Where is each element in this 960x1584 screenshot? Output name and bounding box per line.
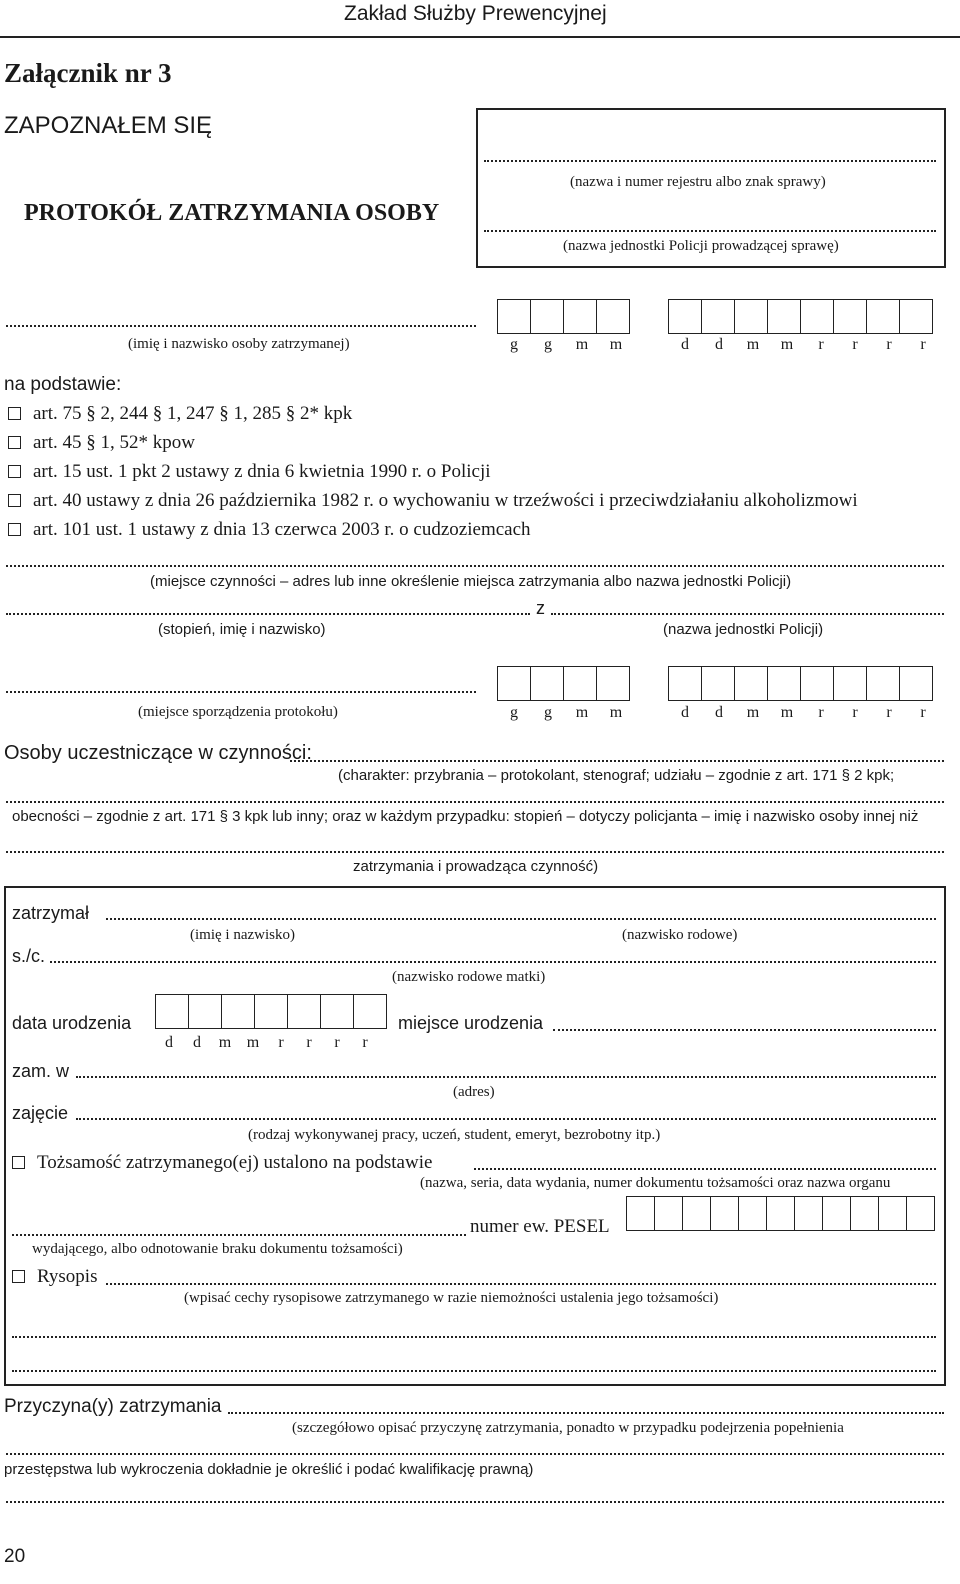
- pesel-box[interactable]: [879, 1197, 907, 1230]
- participants-caption-2: obecności – zgodnie z art. 171 § 3 kpk lub inny; oraz w każdym przypadku: stopień – dotyczy policjanta – imię i nazwisko osoby innej niż: [12, 808, 919, 825]
- case-number-field[interactable]: [484, 160, 936, 162]
- date-label: m: [780, 704, 794, 721]
- protocol-place-caption: (miejsce sporządzenia protokołu): [138, 704, 338, 720]
- date-label: r: [334, 1034, 340, 1051]
- participants-field-3[interactable]: [6, 851, 944, 853]
- police-unit-field[interactable]: [484, 230, 936, 232]
- time-box[interactable]: [597, 300, 630, 333]
- description-field-2[interactable]: [12, 1336, 936, 1338]
- time-label: g: [510, 336, 518, 353]
- time-label: m: [609, 704, 623, 721]
- date-label: d: [715, 704, 723, 721]
- pesel-box[interactable]: [823, 1197, 851, 1230]
- legal-basis-text: art. 45 § 1, 52* kpow: [33, 432, 196, 453]
- pesel-box[interactable]: [739, 1197, 767, 1230]
- date-label: r: [852, 704, 858, 721]
- date-label: r: [920, 336, 926, 353]
- date-box[interactable]: [801, 667, 834, 700]
- detained-by-label: zatrzymał: [12, 903, 90, 923]
- date-box[interactable]: [900, 300, 933, 333]
- date-box[interactable]: [867, 667, 900, 700]
- protocol-date-boxes[interactable]: [668, 666, 933, 701]
- legal-basis-option[interactable]: [8, 403, 352, 425]
- time-box[interactable]: [564, 300, 597, 333]
- parents-label: s./c.: [12, 946, 46, 966]
- time-box[interactable]: [531, 300, 564, 333]
- birth-place-field[interactable]: [553, 1029, 936, 1031]
- participants-caption-3: zatrzymania i prowadząca czynność): [353, 858, 599, 875]
- date-box[interactable]: [288, 995, 321, 1028]
- time-box[interactable]: [498, 300, 531, 333]
- detained-name-caption: (imię i nazwisko): [190, 927, 295, 943]
- date-box[interactable]: [222, 995, 255, 1028]
- date-label: r: [278, 1034, 284, 1051]
- acknowledge-label: ZAPOZNAŁEM SIĘ: [4, 112, 213, 139]
- date-box[interactable]: [669, 300, 702, 333]
- identity-option[interactable]: [12, 1152, 432, 1174]
- detainee-name-caption: (imię i nazwisko osoby zatrzymanej): [128, 336, 350, 352]
- date-label: r: [818, 336, 824, 353]
- birth-date-labels: [155, 1034, 379, 1052]
- date-label: m: [746, 704, 760, 721]
- date-label: d: [681, 704, 689, 721]
- pesel-label: numer ew. PESEL: [470, 1216, 610, 1237]
- detained-name-field[interactable]: [106, 918, 936, 920]
- date-box-labels: [668, 704, 940, 722]
- description-field-3[interactable]: [12, 1370, 936, 1372]
- pesel-box[interactable]: [655, 1197, 683, 1230]
- header-divider: [0, 36, 960, 38]
- date-box[interactable]: [801, 300, 834, 333]
- date-label: r: [852, 336, 858, 353]
- mother-name-caption: (nazwisko rodowe matki): [392, 969, 546, 985]
- legal-basis-label: na podstawie:: [4, 374, 122, 395]
- date-box[interactable]: [702, 300, 735, 333]
- legal-basis-text: art. 101 ust. 1 ustawy z dnia 13 czerwca 2003 r. o cudzoziemcach: [33, 519, 531, 540]
- date-box[interactable]: [255, 995, 288, 1028]
- date-box[interactable]: [900, 667, 933, 700]
- date-label: d: [165, 1034, 173, 1051]
- pesel-box[interactable]: [683, 1197, 711, 1230]
- case-number-caption: (nazwa i numer rejestru albo znak sprawy): [570, 174, 826, 190]
- date-box[interactable]: [735, 667, 768, 700]
- description-caption: (wpisać cechy rysopisowe zatrzymanego w razie niemożności ustalenia jego tożsamości): [184, 1290, 719, 1306]
- header-organization: Zakład Służby Prewencyjnej: [344, 2, 607, 25]
- legal-basis-option[interactable]: [8, 519, 531, 541]
- date-box[interactable]: [702, 667, 735, 700]
- legal-basis-text: art. 75 § 2, 244 § 1, 247 § 1, 285 § 2* kpk: [33, 403, 353, 424]
- date-label: d: [681, 336, 689, 353]
- time-label: g: [544, 704, 552, 721]
- participants-field[interactable]: [290, 760, 944, 762]
- address-label: zam. w: [12, 1061, 70, 1081]
- date-box[interactable]: [867, 300, 900, 333]
- legal-basis-option[interactable]: [8, 490, 858, 512]
- action-place-caption: (miejsce czynności – adres lub inne określenie miejsca zatrzymania albo nazwa jednostki Policji): [150, 573, 792, 590]
- time-box[interactable]: [597, 667, 630, 700]
- date-box[interactable]: [834, 667, 867, 700]
- date-label: r: [818, 704, 824, 721]
- attachment-title: Załącznik nr 3: [4, 58, 172, 88]
- time-box-labels: [497, 336, 633, 354]
- time-label: m: [609, 336, 623, 353]
- date-label: r: [362, 1034, 368, 1051]
- action-place-field[interactable]: [6, 565, 944, 567]
- date-label: d: [715, 336, 723, 353]
- detention-date-boxes[interactable]: [668, 299, 933, 334]
- detention-time-boxes[interactable]: [497, 299, 630, 334]
- officer-unit-field[interactable]: [551, 613, 944, 615]
- date-label: r: [920, 704, 926, 721]
- date-box[interactable]: [735, 300, 768, 333]
- date-box[interactable]: [834, 300, 867, 333]
- occupation-label: zajęcie: [12, 1103, 69, 1123]
- birth-date-boxes[interactable]: [155, 994, 387, 1029]
- pesel-box[interactable]: [767, 1197, 795, 1230]
- legal-basis-text: art. 40 ustawy z dnia 26 października 1982 r. o wychowaniu w trzeźwości i przeciwdziałaniu alkoholizmowi: [33, 490, 858, 511]
- date-label: d: [193, 1034, 201, 1051]
- pesel-box[interactable]: [795, 1197, 823, 1230]
- participants-field-2[interactable]: [6, 801, 944, 803]
- date-label: m: [746, 336, 760, 353]
- checkbox-icon[interactable]: [8, 494, 21, 507]
- legal-basis-option[interactable]: [8, 432, 195, 454]
- reason-caption-2: przestępstwa lub wykroczenia dokładnie je określić i podać kwalifikację prawną): [4, 1461, 534, 1478]
- date-box[interactable]: [156, 995, 189, 1028]
- checkbox-icon[interactable]: [12, 1156, 25, 1169]
- description-option[interactable]: [12, 1266, 97, 1288]
- protocol-place-field[interactable]: [6, 691, 476, 693]
- parents-field[interactable]: [50, 961, 936, 963]
- checkbox-icon[interactable]: [8, 407, 21, 420]
- occupation-caption: (rodzaj wykonywanej pracy, uczeń, student, emeryt, bezrobotny itp.): [248, 1127, 661, 1143]
- date-box[interactable]: [768, 300, 801, 333]
- protocol-title: PROTOKÓŁ ZATRZYMANIA OSOBY: [24, 200, 440, 226]
- reason-label: Przyczyna(y) zatrzymania: [4, 1396, 222, 1417]
- date-box[interactable]: [669, 667, 702, 700]
- identity-document-field[interactable]: [474, 1168, 936, 1170]
- date-label: m: [246, 1034, 260, 1051]
- identity-caption-2: wydającego, albo odnotowanie braku dokumentu tożsamości): [32, 1241, 403, 1257]
- officer-unit-caption: (nazwa jednostki Policji): [663, 621, 824, 638]
- date-box-labels: [668, 336, 940, 354]
- time-box[interactable]: [498, 667, 531, 700]
- time-box[interactable]: [564, 667, 597, 700]
- reason-field-3[interactable]: [6, 1501, 944, 1503]
- checkbox-icon[interactable]: [8, 523, 21, 536]
- date-label: r: [306, 1034, 312, 1051]
- participants-label: Osoby uczestniczące w czynności:: [4, 742, 312, 764]
- participants-caption-1: (charakter: przybrania – protokolant, stenograf; udziału – zgodnie z art. 171 § 2 kpk;: [338, 767, 895, 784]
- address-caption: (adres): [453, 1084, 495, 1100]
- description-label: Rysopis: [37, 1266, 98, 1287]
- description-field[interactable]: [106, 1283, 936, 1285]
- birth-place-label: miejsce urodzenia: [398, 1013, 544, 1033]
- checkbox-icon[interactable]: [12, 1270, 25, 1283]
- time-label: m: [575, 704, 589, 721]
- identity-label: Tożsamość zatrzymanego(ej) ustalono na podstawie: [37, 1152, 433, 1173]
- page-number: 20: [4, 1546, 26, 1567]
- pesel-box[interactable]: [627, 1197, 655, 1230]
- officer-rank-caption: (stopień, imię i nazwisko): [158, 621, 326, 638]
- reason-field-2[interactable]: [6, 1453, 944, 1455]
- checkbox-icon[interactable]: [8, 436, 21, 449]
- identity-document-field-2[interactable]: [12, 1234, 466, 1236]
- date-label: m: [780, 336, 794, 353]
- date-box[interactable]: [321, 995, 354, 1028]
- date-label: m: [218, 1034, 232, 1051]
- pesel-boxes[interactable]: [626, 1196, 935, 1231]
- reason-caption-1: (szczegółowo opisać przyczynę zatrzymania, ponadto w przypadku podejrzenia popełnienia: [292, 1420, 844, 1436]
- time-box-labels: [497, 704, 633, 722]
- time-label: g: [544, 336, 552, 353]
- police-unit-caption: (nazwa jednostki Policji prowadzącej sprawę): [563, 238, 839, 254]
- time-label: m: [575, 336, 589, 353]
- address-field[interactable]: [76, 1076, 936, 1078]
- time-box[interactable]: [531, 667, 564, 700]
- checkbox-icon[interactable]: [8, 465, 21, 478]
- officer-z-label: z: [536, 598, 545, 618]
- officer-name-field[interactable]: [6, 613, 530, 615]
- identity-caption-1: (nazwa, seria, data wydania, numer dokumentu tożsamości oraz nazwa organu: [420, 1175, 891, 1191]
- protocol-time-boxes[interactable]: [497, 666, 630, 701]
- legal-basis-option[interactable]: [8, 461, 491, 483]
- date-box[interactable]: [768, 667, 801, 700]
- date-box[interactable]: [354, 995, 387, 1028]
- time-label: g: [510, 704, 518, 721]
- occupation-field[interactable]: [76, 1118, 936, 1120]
- pesel-box[interactable]: [711, 1197, 739, 1230]
- birth-date-label: data urodzenia: [12, 1013, 132, 1033]
- reason-field[interactable]: [228, 1412, 944, 1414]
- date-box[interactable]: [189, 995, 222, 1028]
- legal-basis-text: art. 15 ust. 1 pkt 2 ustawy z dnia 6 kwietnia 1990 r. o Policji: [33, 461, 491, 482]
- pesel-box[interactable]: [907, 1197, 935, 1230]
- date-label: r: [886, 336, 892, 353]
- date-label: r: [886, 704, 892, 721]
- detainee-name-field[interactable]: [6, 325, 476, 327]
- pesel-box[interactable]: [851, 1197, 879, 1230]
- family-name-caption: (nazwisko rodowe): [622, 927, 738, 943]
